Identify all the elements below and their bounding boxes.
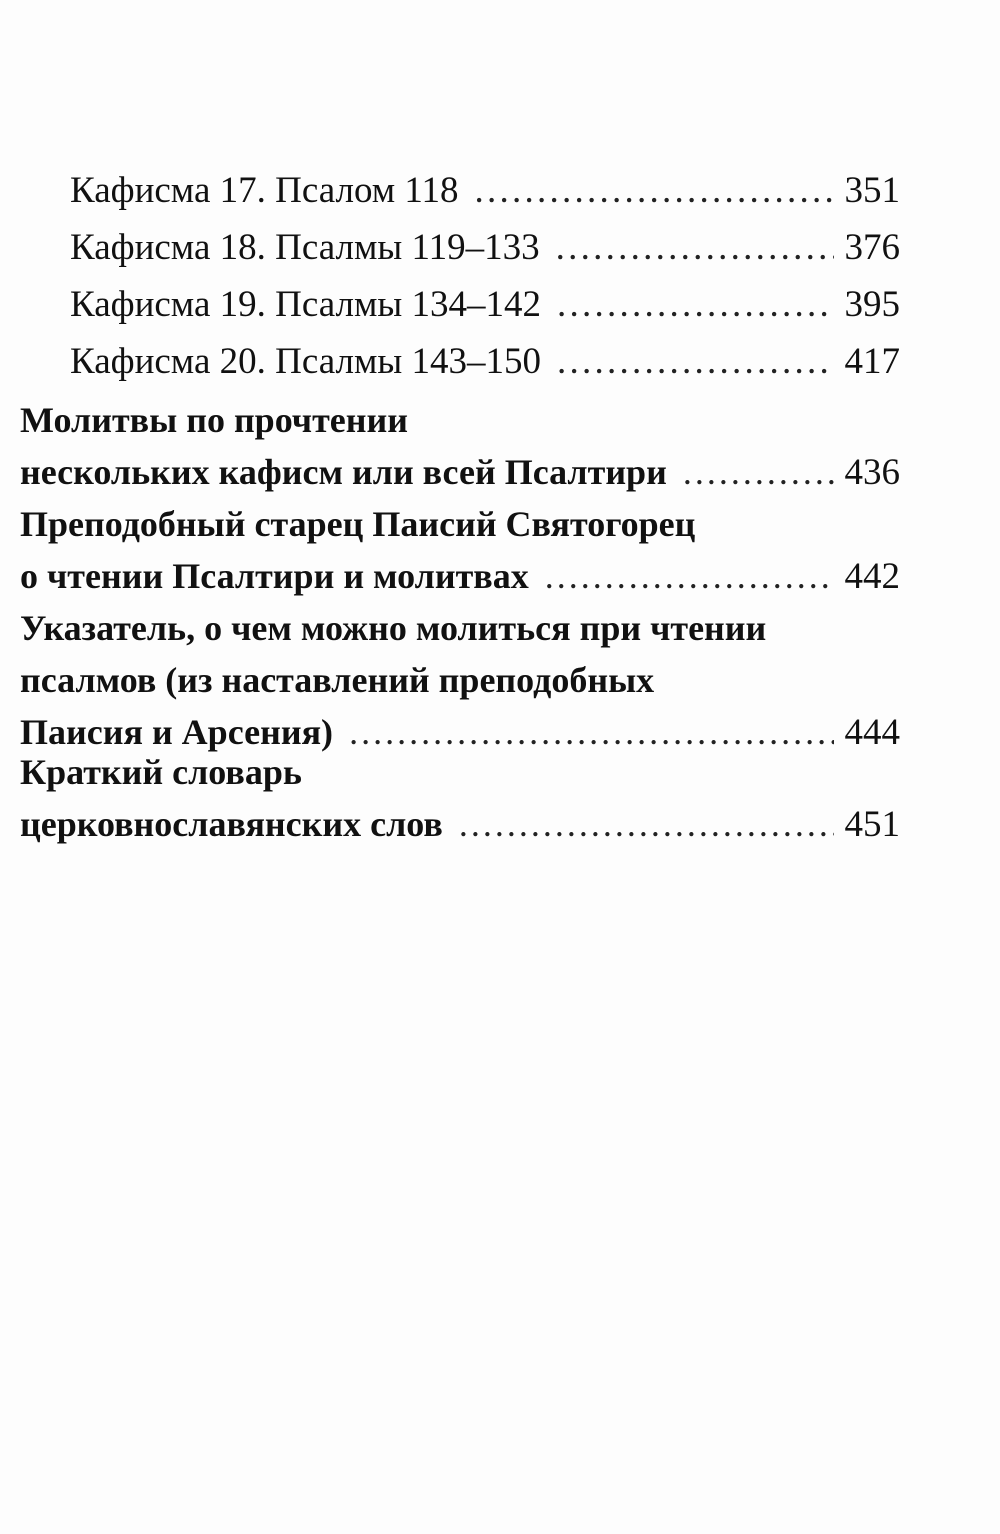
toc-section-title-line2: церковнославянских слов <box>20 804 443 844</box>
toc-line <box>20 277 900 333</box>
toc-page-number: 417 <box>844 341 900 382</box>
toc-entry-title: Кафисма 20. Псалмы 143–150 <box>70 341 541 382</box>
dot-leader <box>545 550 834 602</box>
toc-section-title-line3: Паисия и Арсения) <box>20 712 334 752</box>
toc-section <box>20 394 900 498</box>
toc-section-title-line1: Краткий словарь <box>20 752 302 792</box>
toc-entry <box>20 163 900 219</box>
toc-page-number: 436 <box>844 452 900 493</box>
toc-page-number: 376 <box>844 227 900 268</box>
toc-section-line <box>20 498 900 550</box>
toc-line <box>20 220 900 276</box>
toc-page-number: 442 <box>844 556 900 597</box>
toc-section-title-line1: Молитвы по прочтении <box>20 400 408 440</box>
toc-section-title-line1: Указатель, о чем можно молиться при чтении <box>20 608 767 648</box>
toc-entry <box>20 277 900 333</box>
toc-line <box>20 163 900 219</box>
toc-page-number: 351 <box>844 170 900 211</box>
toc-page-number: 395 <box>844 284 900 325</box>
toc-section-line <box>20 746 900 798</box>
toc-entry-title: Кафисма 17. Псалом 118 <box>70 170 459 211</box>
toc-section-title-line2: псалмов (из наставлений преподобных <box>20 660 655 700</box>
toc-section <box>20 746 900 850</box>
toc-section-line <box>20 446 900 498</box>
toc-section-title-line2: нескольких кафисм или всей Псалтири <box>20 452 667 492</box>
toc-page-number: 451 <box>844 804 900 845</box>
dot-leader <box>557 277 834 333</box>
toc-section <box>20 602 900 758</box>
toc-entry-title: Кафисма 18. Псалмы 119–133 <box>70 227 540 268</box>
toc-entry <box>20 220 900 276</box>
toc-entry-title: Кафисма 19. Псалмы 134–142 <box>70 284 541 325</box>
toc-section <box>20 498 900 602</box>
dot-leader <box>475 163 834 219</box>
toc-section-line <box>20 394 900 446</box>
toc-page-number: 444 <box>844 712 900 753</box>
dot-leader <box>557 334 834 390</box>
toc-section-line <box>20 798 900 850</box>
dot-leader <box>683 446 834 498</box>
toc-section-title-line2: о чтении Псалтири и молитвах <box>20 556 529 596</box>
toc-entry <box>20 334 900 390</box>
toc-line <box>20 334 900 390</box>
dot-leader <box>459 798 834 850</box>
toc-section-line <box>20 602 900 654</box>
dot-leader <box>556 220 834 276</box>
toc-section-line <box>20 550 900 602</box>
toc-section-title-line1: Преподобный старец Паисий Святогорец <box>20 504 696 544</box>
toc-section-line <box>20 654 900 706</box>
